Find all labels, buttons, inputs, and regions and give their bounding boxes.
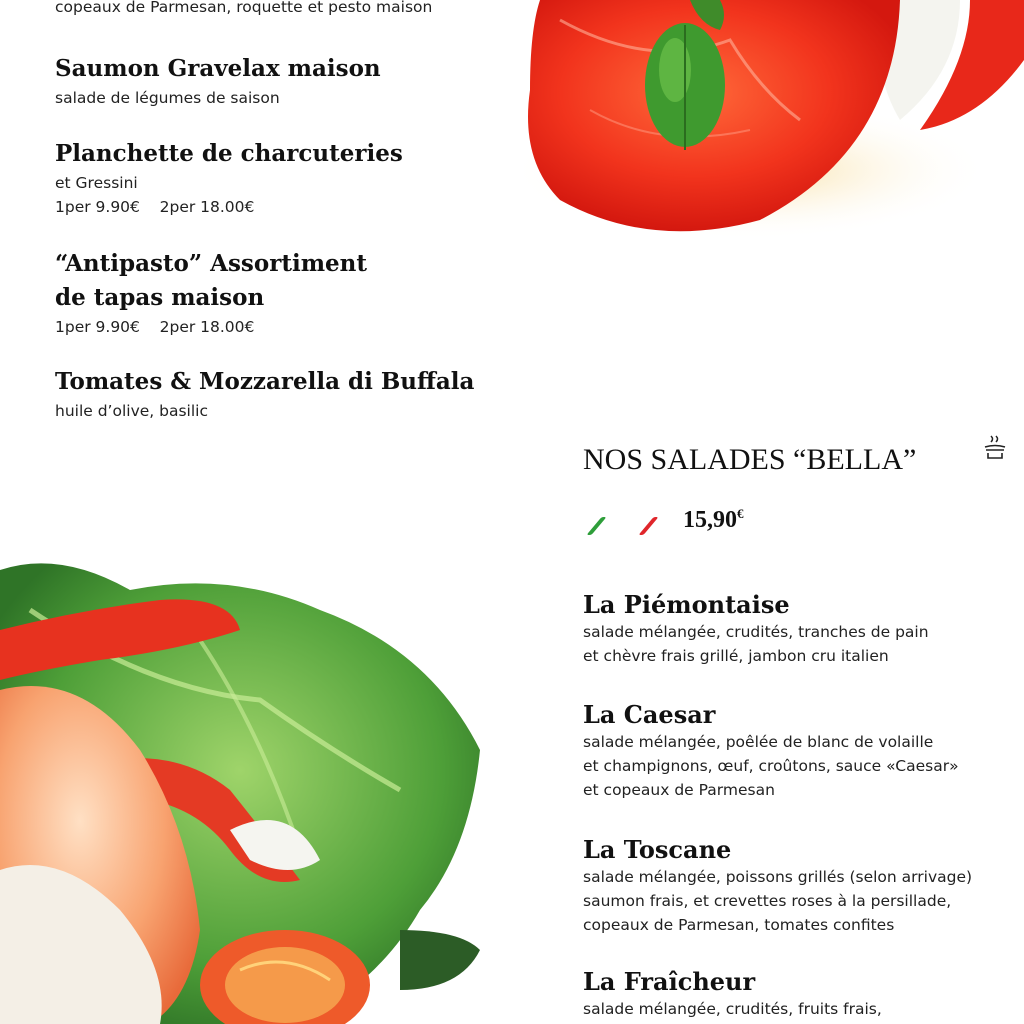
flag-red-slash <box>638 517 658 535</box>
salad-desc: et champignons, œuf, croûtons, sauce «Caesar» <box>583 757 959 775</box>
left-menu-item <box>55 52 381 110</box>
price-currency: € <box>737 506 744 521</box>
item-desc: huile d’olive, basilic <box>55 402 209 420</box>
price-value: 15,90 <box>683 507 737 533</box>
salad-item <box>583 700 959 802</box>
salad-desc: saumon frais, et crevettes roses à la persillade, <box>583 892 952 910</box>
left-menu-item <box>55 365 474 423</box>
item-title: de tapas maison <box>55 284 265 311</box>
salad-title: La Piémontaise <box>583 590 790 619</box>
left-menu-item <box>55 247 367 339</box>
salad-item <box>583 835 972 937</box>
salad-image <box>0 550 490 1024</box>
flag-green-slash <box>586 517 606 535</box>
salad-desc: et copeaux de Parmesan <box>583 781 775 799</box>
salad-title: La Toscane <box>583 835 732 864</box>
salad-title: La Caesar <box>583 700 716 729</box>
steaming-plate-icon <box>982 434 1008 460</box>
salad-desc: salade mélangée, poissons grillés (selon arrivage) <box>583 868 973 886</box>
salad-desc: salade mélangée, crudités, tranches de pain <box>583 623 929 641</box>
item-title: Planchette de charcuteries <box>55 140 403 167</box>
salad-price <box>683 506 744 534</box>
item-title: “Antipasto” Assortiment <box>55 250 368 277</box>
item-title: Tomates & Mozzarella di Buffala <box>55 368 475 395</box>
salad-title: La Fraîcheur <box>583 967 756 996</box>
tomato-mozzarella-image <box>500 0 1024 260</box>
item-desc: et Gressini <box>55 174 138 192</box>
salad-desc: salade mélangée, poêlée de blanc de volaille <box>583 733 934 751</box>
section-title: NOS SALADES “BELLA” <box>583 443 917 476</box>
left-menu-item <box>55 137 403 219</box>
item-title: Saumon Gravelax maison <box>55 55 381 82</box>
salad-desc: salade mélangée, crudités, fruits frais, <box>583 1000 882 1018</box>
item-desc: salade de légumes de saison <box>55 89 280 107</box>
item-price: 1per 9.90€ 2per 18.00€ <box>55 318 255 336</box>
item-price: 1per 9.90€ 2per 18.00€ <box>55 198 255 216</box>
top-description-line: copeaux de Parmesan, roquette et pesto maison <box>55 0 433 16</box>
salad-item <box>583 590 929 668</box>
salad-item <box>583 967 882 1021</box>
salad-desc: copeaux de Parmesan, tomates confites <box>583 916 895 934</box>
salad-desc: et chèvre frais grillé, jambon cru italien <box>583 647 889 665</box>
